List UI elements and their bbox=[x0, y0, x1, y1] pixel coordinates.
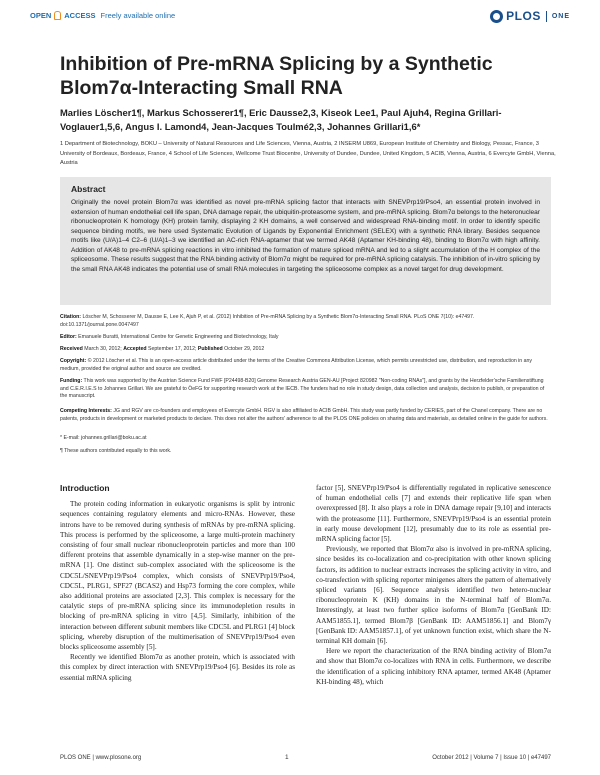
dates-block bbox=[60, 346, 551, 354]
editor-block bbox=[60, 334, 551, 342]
competing-interests-block bbox=[60, 408, 551, 423]
funding-block bbox=[60, 378, 551, 401]
page-number: 1 bbox=[284, 754, 289, 761]
accepted-date: September 17, 2012; bbox=[148, 346, 197, 352]
abstract-heading: Abstract bbox=[71, 184, 106, 194]
page-footer bbox=[60, 754, 551, 761]
equal-contribution-text: ¶ These authors contributed equally to this work. bbox=[60, 448, 172, 454]
plos-one-logo[interactable] bbox=[490, 9, 570, 23]
plos-circle-icon bbox=[490, 10, 503, 23]
published-date: October 29, 2012 bbox=[224, 346, 265, 352]
received-label: Received bbox=[60, 346, 83, 352]
body-paragraph: Here we report the characterization of the RNA binding activity of Blom7α and show that Blom7α co-localizes with RNA in cells. Furthermore, we describe the identification of a splicing inhibitory RNA aptamer, termed AK48 (Aptamer KH-binding 48), which bbox=[316, 647, 551, 686]
copyright-text: © 2012 Löscher et al. This is an open-access article distributed under the terms of the Creative Commons Attribution License, which permits unrestricted use, distribution, and reproduction in any medium, provided the original author and source are credited. bbox=[60, 358, 533, 372]
footer-journal-link[interactable]: PLOS ONE | www.plosone.org bbox=[60, 754, 142, 761]
copyright-label: Copyright: bbox=[60, 358, 87, 364]
journal-header bbox=[30, 11, 570, 25]
plos-wordmark: PLOS bbox=[506, 9, 541, 23]
copyright-block bbox=[60, 358, 551, 373]
open-access-suffix: ACCESS bbox=[64, 11, 96, 20]
equal-contribution-note bbox=[60, 448, 551, 456]
funding-label: Funding: bbox=[60, 378, 83, 384]
author-list: Marlies Löscher1¶, Markus Schosserer1¶, Eric Dausse2,3, Kiseok Lee1, Paul Ajuh4, Regina Grillari-Voglauer1,5,6, Angus I. Lamond4, Jean-Jacques Toulmé2,3, Johannes Grillari1,6* bbox=[60, 107, 502, 132]
citation-text: Löscher M, Schosserer M, Dausse E, Lee K, Ajuh P, et al. (2012) Inhibition of Pre-mRNA Splicing by a Synthetic Blom7α-Interacting Small RNA. PLoS ONE 7(10): e47497. doi:10.1371/journal.pone.0047497 bbox=[60, 314, 475, 328]
body-paragraph: The protein coding information in eukaryotic organisms is split by intronic sequences containing regulatory elements and micro-RNAs. However, these introns have to be removed during synthesis of mRNAs by pre-mRNA splicing. This process is performed by the spliceosome, a large multi-protein machinery consisting of four small nuclear ribonucleoprotein particles and more than 100 different proteins that assemble dynamically in a step-wise manner on the pre-mRNA [1]. One distinct sub-complex associated with the spliceosome is the CDC5L/SNEVPrp19/Pso4 complex, which consists of SNEVPrp19/Pso4, CDC5L, PLRG1, SPF27 (BCAS2) and Hsp73 forming the core complex, while also additional proteins are associated [2,3]. This complex is necessary for the catalytic steps of pre-mRNA splicing since its immunodepletion results in blocking of pre-mRNA splicing in vitro [4,5]. Similarly, inhibition of the interaction between different subunit members like CDC5L and PLRG1 [4] block splicing, whereby disruption of the multimerisation of SNEVPrp19/Pso4 even blocks spliceosome assembly [5]. bbox=[60, 500, 295, 652]
editor-label: Editor: bbox=[60, 334, 77, 340]
received-date: March 30, 2012; bbox=[84, 346, 122, 352]
corresponding-email[interactable]: * E-mail: johannes.grillari@boku.ac.at bbox=[60, 435, 147, 441]
footer-issue-info: October 2012 | Volume 7 | Issue 10 | e47497 bbox=[432, 754, 551, 761]
one-wordmark: ONE bbox=[551, 12, 570, 20]
body-paragraph: Previously, we reported that Blom7α also is involved in pre-mRNA splicing, since besides its co-localization and co-precipitation with other known splicing factors, its addition to nuclear extracts increases the splicing activity in vitro, and co-transfection with splicing reporter minigenes alters the pattern of alternatively spliced variants [6]. Sequence analysis identified two hetero-nuclear ribonucleoprotein K (KH) domains in the N-terminal half of Blom7α. Interestingly, at least two further splice isoforms of Blom7α [GenBank ID: AAM51855.1], termed Blom7β [GenBank ID: AAM51856.1] and Blom7γ [GenBank ID: AAM51857.1], of yet unknown function exist, which share the N-terminal KH domain [6]. bbox=[316, 545, 551, 646]
published-label: Published bbox=[197, 346, 223, 352]
article-title: Inhibition of Pre-mRNA Splicing by a Synthetic Blom7α-Interacting Small RNA bbox=[60, 53, 493, 99]
email-line[interactable] bbox=[60, 435, 551, 443]
abstract-text: Originally the novel protein Blom7α was identified as novel pre-mRNA splicing factor that interacts with SNEVPrp19/Pso4, an essential protein involved in extension of human endothelial cell life span, DNA damage repair, the ubiquitin-proteasome system, and pre-mRNA splicing. Blom7α belongs to the heteronuclear ribonucleoprotein K homology (KH) protein family, displaying 2 KH domains, a well conserved and widespread RNA-binding motif. In order to identify specific sequence binding motifs, we here used Systematic Evolution of Ligands by Exponential Enrichment (SELEX) with a synthetic RNA library. Besides sequence motifs like (U/A)1–4 C2–6 (U/A)1–3 we identified an AC-rich RNA-aptamer that we termed AK48 (Aptamer KH-binding 48), binding to Blom7α with high affinity. Addition of AK48 to pre-mRNA splicing reactions in vitro inhibited the formation of mature spliced mRNA and led to a slight accumulation of the H complex of the spliceosome. These results suggest that the RNA binding activity of Blom7α might be required for pre-mRNA splicing catalysis. The inhibition of in-vitro splicing by the small RNA AK48 indicates the potential use of small RNA molecules in targeting the spliceosome complex as a novel target for drug development. bbox=[71, 199, 540, 273]
competing-interests-text: JG and RGV are co-founders and employees of Evercyte GmbH. RGV is also affiliated to ACIB GmbH. This study was partly funded by CERIES, part of the Chanel company. There are no patents, products in development or marketed products to declare. This does not alter the authors' adherence to all the PLOS ONE policies on sharing data and materials, as detailed online in the guide for authors. bbox=[60, 408, 548, 422]
competing-interests-label: Competing Interests: bbox=[60, 408, 112, 414]
open-lock-icon bbox=[54, 11, 61, 20]
freely-available-label: Freely available online bbox=[100, 11, 176, 20]
accepted-label: Accepted bbox=[123, 346, 147, 352]
body-paragraph: Recently we identified Blom7α as another protein, which is associated with this complex by direct interaction with SNEVPrp19/Pso4 [6]. Besides its role as essential mRNA splicing bbox=[60, 653, 295, 682]
open-access-badge[interactable] bbox=[30, 11, 175, 20]
affiliations: 1 Department of Biotechnology, BOKU – University of Natural Resources and Life Sciences, Vienna, Austria, 2 INSERM U869, European Institute of Chemistry and Biology, Pessac, France, 3 University of Bordeaux, Bordeaux, France, 4 School of Life Sciences, Wellcome Trust Biocentre, University of Dundee, Dundee, United Kingdom, 5 ACIB, Vienna, Austria, 6 Evercyte GmbH, Vienna, Austria bbox=[60, 141, 556, 166]
editor-text: Emanuele Buratti, International Centre for Genetic Engineering and Biotechnology, Italy bbox=[78, 334, 279, 340]
right-column bbox=[316, 483, 551, 687]
funding-text: This work was supported by the Austrian Science Fund FWF [P24498-B20] Genome Research Austria GEN-AU [Project 820982 "Non-coding RNAs"], and grants by the Herzfelder'sche Familienstiftung and C.E.R.I.E.S to Johannes Grillari. We are grateful to ÖeFG for supporting research work at the IECB. The funders had no role in study design, data collection and analysis, decision to publish, or preparation of the manuscript. bbox=[60, 378, 545, 400]
open-access-label: OPEN bbox=[30, 11, 52, 20]
left-column bbox=[60, 483, 295, 683]
citation-block bbox=[60, 314, 551, 329]
abstract-box bbox=[60, 177, 551, 305]
introduction-heading: Introduction bbox=[60, 483, 110, 493]
body-paragraph: factor [5], SNEVPrp19/Pso4 is differentially regulated in replicative senescence of human endothelial cells [7] and extends their replicative life span when overexpressed [8]. It also plays a role in DNA damage repair [9,10] and interacts with the proteasome [11]. Furthermore, SNEVPrp19/Pso4 is an essential protein in early mouse development [12], presumably due to its role as essential pre-mRNA splicing factor [5]. bbox=[316, 484, 551, 544]
logo-divider bbox=[546, 11, 547, 22]
citation-label: Citation: bbox=[60, 314, 82, 320]
